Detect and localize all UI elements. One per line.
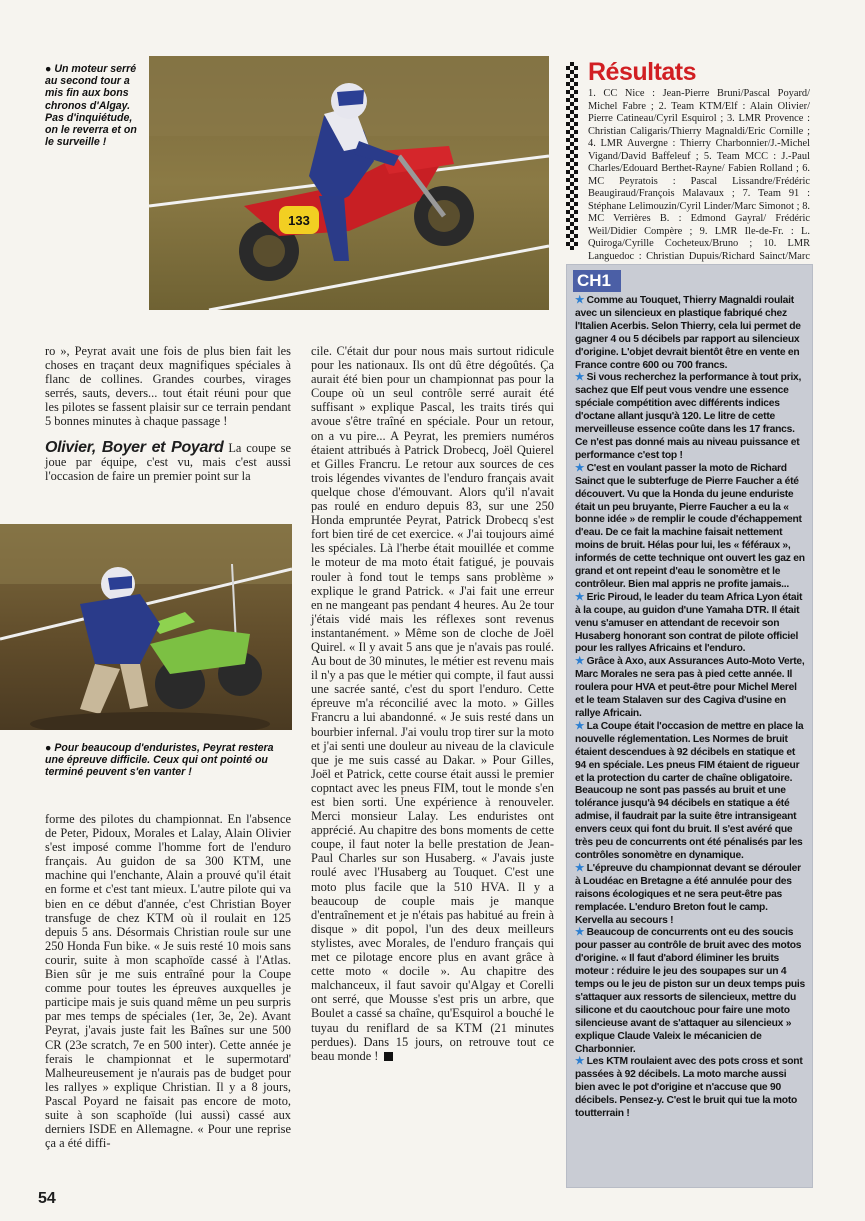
number-plate: 133 (288, 213, 310, 228)
subhead-paragraph (45, 438, 291, 483)
ch1-item (575, 463, 807, 592)
ch1-item-text: C'est en voulant passer la moto de Richard Sainct que le subterfuge de Pierre Faucher a été découvert. Vu que la Honda du jeune enduriste était un peu bruyante, Pierre Faucher a eu la « bonne idée » de remplir le coude d'échappement d'eau. De ce fait la machine faisait nettement moins de bruit. Hélas pour lui, les « féféraux », informés de cette technique ont ouvert les gaz en grand et ont repeint d'eau le sonomètre et le contrôleur. Bien mal appris ne profite jamais... (575, 462, 805, 590)
star-icon: ★ (575, 1056, 584, 1068)
page-number: 54 (38, 1190, 56, 1207)
results-title: Résultats (588, 58, 697, 86)
ch1-item (575, 1056, 807, 1121)
star-icon: ★ (575, 720, 584, 732)
results-text: 1. CC Nice : Jean-Pierre Bruni/Pascal Poyard/ Michel Fabre ; 2. Team KTM/Elf : Alain Olivier/ Pierre Catineau/Cyril Esquirol ; 3. LMR Provence : Christian Caligaris/Thierry Magnaldi/Eric Cornille ; 4. LMR Auvergne : Thierry Charbonnier/J.-Michel Vigand/David Baffeleuf ; 5. Team MCC : J.-Paul Charles/Edouard Berthet-Rayne/ Fabien Rolland ; 6. MC Peyratois : Pascal Lissandre/Frédéric Beaugiraud/François Malavaux ; 7. Team 91 : Stéphane Lelimouzin/Cyril Linder/Marc Simonot ; 8. MC Verrières B. : Edmond Gayral/ Frédéric Weil/Didier Compère ; 9. LMR Ile-de-Fr. : L. Quiroga/Cyrille Cocheteux/Bruno ; 10. LMR Languedoc : Christian Dupuis/Richard Sainct/Marc (588, 88, 810, 262)
ch1-item-text: L'épreuve du championnat devant se dérouler à Loudéac en Bretagne a été annulée pour des raisons écologiques et ne sera peut-être pas remplacée. L'enduro Breton fout le camp. Kervella au secours ! (575, 862, 801, 926)
ch1-items (575, 295, 807, 1121)
bottom-photo-enduro-mud (0, 524, 292, 730)
ch1-item (575, 785, 807, 862)
article-column-1-top (45, 344, 291, 483)
article-paragraph: ro », Peyrat avait une fois de plus bien fait les choses en traçant deux magnifiques spéciales à flanc de collines. Grandes courbes, virages serrés, sauts, devers... tout était réuni pour que les pilotes se fassent plaisir sur ce terrain pendant 5 bonnes minutes à chaque passage ! (45, 344, 291, 429)
article-text: cile. C'était dur pour nous mais surtout ridicule pour les nationaux. Ils ont dû être dégoûtés. Ça aurait été bien pour un championnat pas pour la Coupe où un seul contrôle serré aurait été suffisant » explique Pascal, les traits tirés qui avoue s'être traîné en spéciale. Pour un retour, on a vu pire... A Peyrat, les premiers numéros étaient attribués à Patrick Drobecq, Joël Quierel et Gilles Francru. Le retour aux sources de ces trois légendes vivantes de l'enduro français avait quelque chose d'émouvant. Alors qu'il n'avait pas roulé en enduro depuis 83, sur une 250 Honda empruntée Peyrat, Patrick Drobecq s'est fort bien tiré de cet exercice. « J'ai toujours aimé les spéciales. Là l'herbe était mouillée et comme le moteur de ma moto était fatigué, je pouvais rouler à fond tout le temps sans problème » explique le grand Patrick. « J'ai fait une erreur en ne mangeant pas pendant 4 heures. Au 2e tour j'étais vidé mais les réflexes sont revenus instantanément. » Même son de cloche de Joël Quirel. « Il y avait 5 ans que je n'avais pas roulé. Au bout de 30 minutes, le métier est revenu mais il n'y a pas que le métier qui compte, il faut aussi une sacrée santé, c'est du sport l'enduro. Cette épreuve m'a réconcilié avec la moto. » Gilles Francru a lui abandonné. « Je suis resté dans un bourbier infernal. J'ai voulu trop tirer sur la moto et j'ai senti une douleur au niveau de la clavicule que je me suis cassé au Dakar. » Pour Gilles, Joël et Patrick, cette course était aussi le premier copntact avec les pneus FIM, tout le monde s'en est bien sorti. Une expérience à renouveler. Merci monsieur Lalay. Les enduristes ont apprécié. Au chapitre des bons moments de cette coupe, il faut noter la belle prestation de Jean-Paul Charles sur son Husaberg. « J'avais juste roulé avec l'Husaberg au Touquet. C'est une moto plus facile que la 510 HVA. Il y a beaucoup de couple mais je manque d'entraînement et je n'étais pas habitué au frein à disque » dit popol, l'un des deux meilleurs stylistes, avec Morales, de l'enduro français qui met ce pilotage encore plus en avant grâce à cette moto « docile ». Au chapitre des malchanceux, il faut savoir qu'Algay et Corelli ont serré, que Mousse s'est pris un arbre, que Boulet a cassé sa chaîne, qu'Esquirol a bouché le tuyau du reniflard de sa KTM (21 minutes perdues). Dans 15 jours, on retrouve tout ce beau monde ! (311, 344, 554, 1063)
ch1-item-text: Beaucoup ne sont pas passés au bruit et une tolérance jusqu'à 94 décibels en statique a été admise, il faudrait par la suite être intransigeant envers ceux qui font du bruit. Il s'est avéré que très peu de concurrents ont été pénalisés par les contrôles sonomètre en dynamique. (575, 785, 803, 861)
caption-bullet: ● (45, 63, 52, 75)
star-icon: ★ (575, 656, 584, 668)
subhead-continuation: La coupe se joue par équipe, c'est vu, mais c'est aussi l'occasion de faire un premier point sur la (45, 440, 291, 483)
bottom-photo-caption (45, 742, 290, 779)
ch1-item (575, 656, 807, 721)
ch1-item-text: Les KTM roulaient avec des pots cross et sont passées à 92 décibels. La moto marche aussi bien avec le pot d'origine et n'accuse que 90 décibels. Pensez-y. C'est le bruit qui tue la moto toutterrain ! (575, 1056, 803, 1120)
ch1-item (575, 372, 807, 462)
caption-bullet: ● (45, 742, 52, 754)
caption-text: Pour beaucoup d'enduristes, Peyrat restera une épreuve difficile. Ceux qui ont pointé ou terminé peuvent s'en vanter ! (45, 742, 274, 779)
top-photo-caption (45, 63, 143, 148)
article-paragraph (311, 344, 554, 1063)
article-column-1-bottom (45, 812, 291, 1150)
ch1-news-box (566, 264, 813, 1188)
star-icon: ★ (575, 591, 584, 603)
ch1-title: CH1 (573, 270, 621, 292)
ch1-item (575, 592, 807, 657)
ch1-item (575, 721, 807, 786)
ch1-item (575, 295, 807, 372)
ch1-item-text: Si vous recherchez la performance à tout prix, sachez que Elf peut vous vendre une essence spéciale compétition avec différents indices d'octane allant jusqu'à 120. Le litre de cette merveilleuse essence coûte dans les 17 francs. Ce n'est pas donné mais au niveau puissance et performance c'est top ! (575, 372, 802, 461)
article-column-2 (311, 344, 554, 1063)
star-icon: ★ (575, 862, 584, 874)
end-of-article-square-icon (384, 1052, 393, 1061)
star-icon: ★ (575, 927, 584, 939)
star-icon: ★ (575, 295, 584, 306)
ch1-item-text: Eric Piroud, le leader du team Africa Lyon était à la coupe, au guidon d'une Yamaha DTR. Il était venu s'amuser en attendant de recevoir son Husaberg honorant son contrat de pilote officiel pour les rallyes Africains et l'enduro. (575, 591, 803, 655)
star-icon: ★ (575, 372, 584, 384)
checkered-flag-decoration (566, 62, 578, 250)
ch1-item-text: Comme au Touquet, Thierry Magnaldi roulait avec un silencieux en plastique fabriqué chez l'Italien Acerbis. Selon Thierry, cela lui permet de gagner 4 ou 5 décibels par rapport au silencieux d'origine. L'objet devrait bientôt être en vente en France contre 600 ou 700 francs. (575, 295, 801, 371)
ch1-item-text: Grâce à Axo, aux Assurances Auto-Moto Verte, Marc Morales ne sera pas à pied cette année. Il roulera pour HVA et peut-être pour Michel Merel et le team Stalaven sur des Cagiva d'usine en rallye Africain. (575, 656, 805, 719)
section-subhead: Olivier, Boyer et Poyard (45, 438, 224, 456)
top-photo-motocross (149, 56, 549, 310)
ch1-item (575, 927, 807, 1056)
ch1-item (575, 863, 807, 928)
star-icon: ★ (575, 462, 584, 474)
ch1-item-text: Beaucoup de concurrents ont eu des soucis pour passer au contrôle de bruit avec des motos d'origine. « Il faut d'abord éliminer les bruits moteur : réduire le jeu des soupapes sur un 4 temps ou le jeu de piston sur un deux temps puis s'attaquer aux ressorts de silencieux, mettre du silicone et du caoutchouc pour faire une moto silencieuse avant de s'attaquer au silencieux » explique Claude Valeix le mécanicien de Charbonnier. (575, 927, 806, 1055)
ch1-item-text: La Coupe était l'occasion de mettre en place la nouvelle réglementation. Les Normes de bruit étaient descendues à 92 décibels en statique et 94 en spéciale. Les pneus FIM étaient de rigueur et la protection du carter de chaîne obligatoire. (575, 720, 804, 784)
caption-text: Un moteur serré au second tour a mis fin aux bons chronos d'Algay. Pas d'inquiétude, on le reverra et on le surveille ! (45, 63, 137, 149)
results-box (566, 58, 811, 262)
article-paragraph: forme des pilotes du championnat. En l'absence de Peter, Pidoux, Morales et Lalay, Alain Olivier s'est imposé comme l'homme fort de l'enduro français. Au guidon de sa 300 KTM, une machine qui l'enchante, Alain a prouvé qu'il était en forme et c'est tant mieux. L'autre pilote qui va bien en ce début d'année, c'est Christian Boyer transfuge de chez KTM où il roulait en 125 depuis 5 ans. Désormais Christian roule sur une 250 Honda Fun bike. « Je suis resté 10 mois sans courir, suite à mon scaphoïde cassé à l'Atlas. Bien sûr je me suis entraîné pour la Coupe comme pour toutes les épreuves auxquelles je participe mais je suis quand même un peu surpris par mes temps de spéciales (1er, 3e, 2e). Avant Peyrat, j'avais juste fait les Baînes sur une 500 CR (23e scratch, 7e en 500 inter). Cette année je ferais le championnat et le supermotard' Malheureusement je n'aurais pas de budget pour les rallyes » explique Christian. Il y a 8 jours, Pascal Poyard ne faisait pas encore de moto, suite à son scaphoïde (lui aussi) cassé aux derniers ISDE en Allemagne. « Pour une reprise ça a été diffi- (45, 812, 291, 1151)
